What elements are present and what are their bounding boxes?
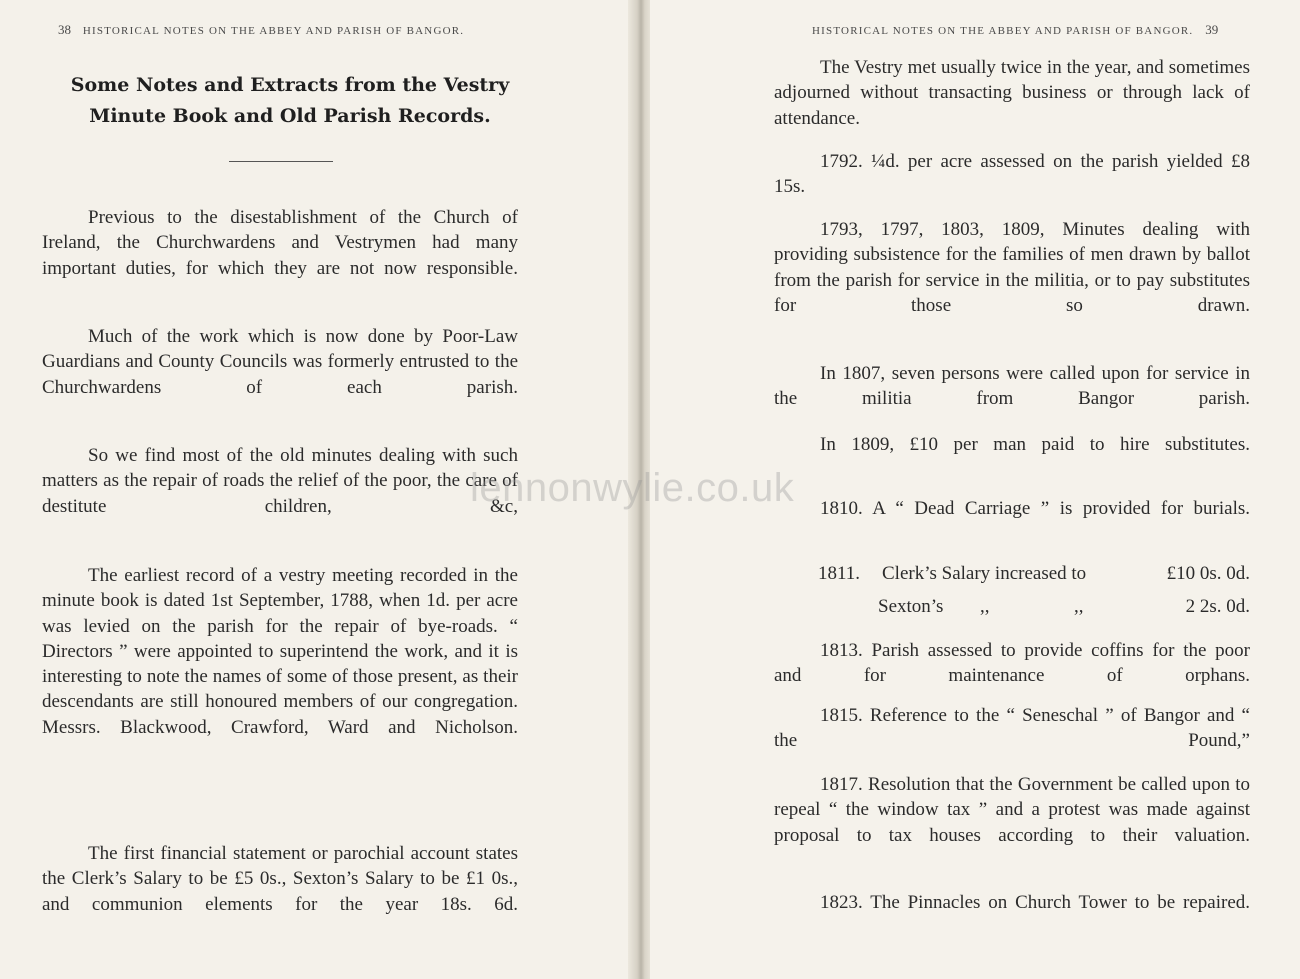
right-paragraph-1: The Vestry met usually twice in the year, and sometimes adjourned without transacting business or through lack of attendance. [774,57,1250,129]
salary-clerk-amount: £10 0s. 0d. [1166,563,1250,584]
right-paragraph-1815: 1815. Reference to the “ Seneschal ” of Bangor and “ the Pound,” [774,705,1250,752]
right-paragraph-1813: 1813. Parish assessed to provide coffins for the poor and for maintenance of orphans. [774,640,1250,687]
watermark: lennonwylie.co.uk [470,466,795,510]
left-running-head-text: HISTORICAL NOTES ON THE ABBEY AND PARISH OF BANGOR. [82,25,465,37]
salary-sexton-row [774,594,1250,627]
salary-clerk-text: Clerk’s Salary increased to [882,563,1087,584]
right-paragraph-1810: 1810. A “ Dead Carriage ” is provided for burials. [820,498,1250,519]
right-paragraph-1809: In 1809, £10 per man paid to hire substitutes. [820,434,1250,455]
left-paragraph-5: The first financial statement or parochial account states the Clerk’s Salary to be £5 0s., Sexton’s Salary to be £1 0s., and communion elements for the year 18s. 6d. [42,843,518,915]
section-title [60,70,520,132]
salary-sexton-amount: 2 2s. 0d. [1185,596,1250,617]
section-title-line1: Some Notes and Extracts from the Vestry [70,74,510,96]
right-paragraph-1792: 1792. ¼d. per acre assessed on the parish yielded £8 15s. [774,151,1250,198]
salary-ditto-2: ,, [1074,596,1084,617]
salary-1811-table [774,561,1250,627]
salary-clerk-row [774,561,1250,594]
left-paragraph-3: So we find most of the old minutes dealing with such matters as the repair of roads the relief of the poor, the care of destitute children, &c, [42,445,518,517]
right-running-head-text: HISTORICAL NOTES ON THE ABBEY AND PARISH OF BANGOR. [812,25,1194,37]
left-paragraph-4: The earliest record of a vestry meeting recorded in the minute book is dated 1st September, 1788, when 1d. per acre was levied on the parish for the repair of bye-roads. “ Directors ” were appointed to superintend the work, and it is interesting to note the names of some of those present, as their descendants are still honoured members of our congregation. Messrs. Blackwood, Crawford, Ward and Nicholson. [42,565,518,738]
title-rule [229,161,333,162]
section-title-line2: Minute Book and Old Parish Records. [89,105,491,127]
right-paragraph-1817: 1817. Resolution that the Government be called upon to repeal “ the window tax ” and a protest was made against proposal to tax houses according to their valuation. [774,774,1250,846]
right-page-number: 39 [1205,22,1219,37]
right-running-head [812,22,1218,38]
salary-year: 1811. [818,563,861,584]
salary-sexton-label: Sexton’s [878,596,944,617]
salary-ditto-1: ,, [980,596,990,617]
right-paragraph-1793: 1793, 1797, 1803, 1809, Minutes dealing with providing subsistence for the families of men drawn by ballot from the parish for service in the militia, or to pay substitutes for those so drawn. [774,219,1250,316]
left-page-number: 38 [58,22,71,37]
left-paragraph-2: Much of the work which is now done by Poor-Law Guardians and County Councils was formerly entrusted to the Churchwardens of each parish. [42,326,518,398]
left-running-head [58,22,464,38]
right-paragraph-1807: In 1807, seven persons were called upon for service in the militia from Bangor parish. [774,363,1250,410]
left-paragraph-1: Previous to the disestablishment of the Church of Ireland, the Churchwardens and Vestrymen had many important duties, for which they are not now responsible. [42,207,518,279]
right-paragraph-1823: 1823. The Pinnacles on Church Tower to be repaired. [820,892,1250,913]
